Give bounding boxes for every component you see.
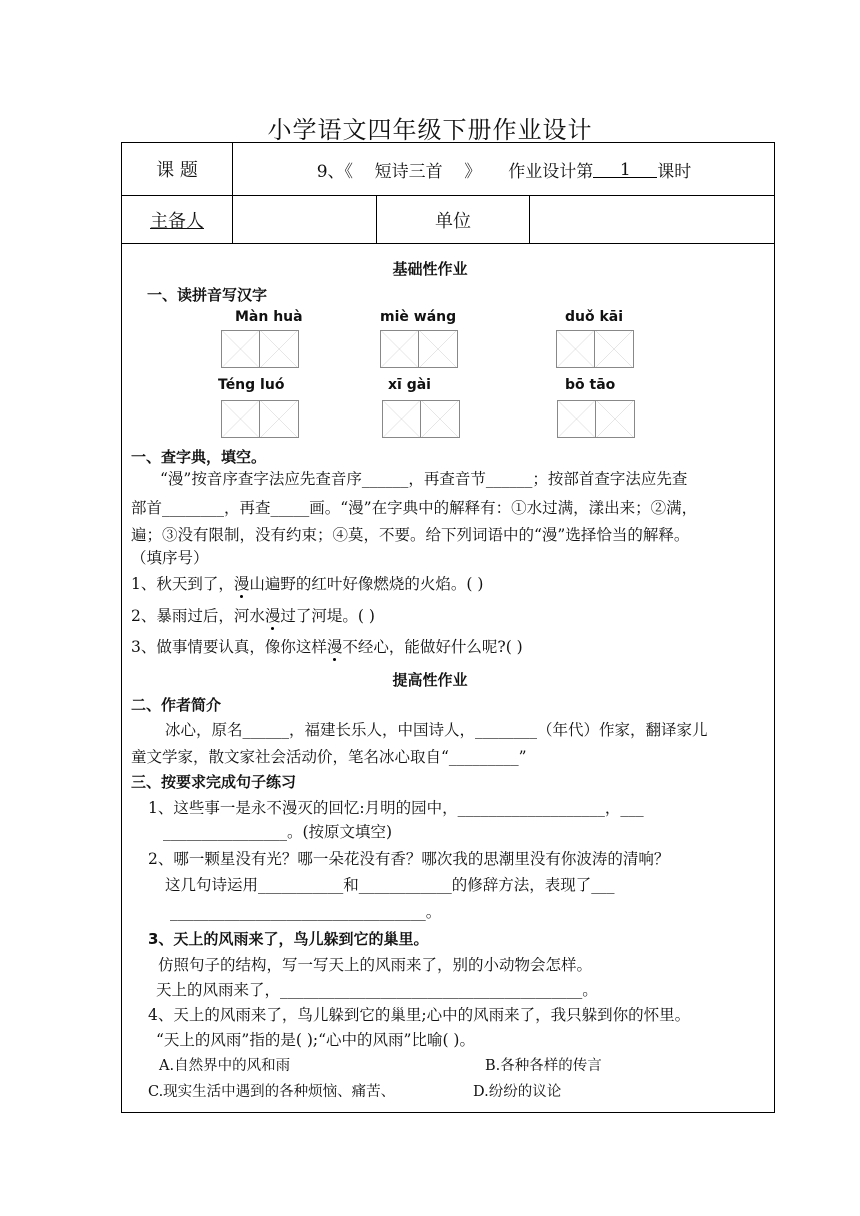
sentence-line: 仿照句子的结构，写一写天上的风雨来了，别的小动物会怎样。 <box>158 956 593 974</box>
q-text: 山遍野的红叶好像燃烧的火焰。( ) <box>249 575 484 593</box>
writing-grid[interactable] <box>382 400 460 438</box>
unit-value[interactable] <box>530 196 775 243</box>
sentence-line: 天上的风雨来了，_______________________________________。 <box>156 981 598 999</box>
pinyin-label: duǒ kāi <box>565 309 624 325</box>
sentence-line: 1、这些事一是永不漫灭的回忆:月明的园中，___________________，___ <box>148 799 644 817</box>
option-d[interactable]: D.纷纷的议论 <box>473 1084 562 1100</box>
topic-suffix: 课时 <box>657 161 692 182</box>
row-divider <box>122 243 774 244</box>
section-pinyin-heading: 一、读拼音写汉字 <box>147 286 268 304</box>
option-b[interactable]: B.各种各样的传言 <box>485 1058 602 1074</box>
dotted-char: 漫 <box>264 607 281 625</box>
q-text: 3、做事情要认真，像你这样 <box>131 638 327 656</box>
writing-grid[interactable] <box>556 330 634 368</box>
option-a[interactable]: A.自然界中的风和雨 <box>159 1058 291 1074</box>
topic-title: 9、《 短诗三首 》 作业设计第 <box>316 161 594 182</box>
advanced-heading: 提高性作业 <box>392 671 468 689</box>
preparer-label: 主备人 <box>150 210 204 232</box>
author-line: 童文学家，散文家社会活动价，笔名冰心取自“_________” <box>131 748 527 766</box>
section-sentence-heading: 三、按要求完成句子练习 <box>131 773 297 791</box>
sentence-line: ________________。(按原文填空) <box>163 823 393 841</box>
topic-label: 课 题 <box>156 160 198 181</box>
sentence-example: 3、天上的风雨来了，鸟儿躲到它的巢里。 <box>148 930 429 948</box>
dotted-char: 漫 <box>233 575 250 593</box>
sentence-line: 这几句诗运用___________和____________的修辞方法，表现了___ <box>165 876 615 894</box>
q-text: 不经心，能做好什么呢?( ) <box>342 638 523 656</box>
writing-grid[interactable] <box>221 400 299 438</box>
basic-heading: 基础性作业 <box>392 260 468 278</box>
question-item <box>131 635 523 659</box>
dictionary-line: 部首________，再查_____画。“漫”在字典中的解释有：①水过满，漾出来；②满， <box>131 499 698 517</box>
q-text: 2、暴雨过后，河水 <box>131 607 265 625</box>
pinyin-label: miè wáng <box>380 309 457 325</box>
writing-grid[interactable] <box>221 330 299 368</box>
preparer-value[interactable] <box>233 196 376 243</box>
question-item <box>131 604 375 628</box>
document-title: 小学语文四年级下册作业设计 <box>267 116 593 144</box>
topic-value <box>233 143 775 195</box>
section-author-heading: 二、作者简介 <box>131 696 222 714</box>
sentence-line: “天上的风雨”指的是( );“心中的风雨”比喻( )。 <box>156 1031 475 1049</box>
q-text: 过了河堤。( ) <box>280 607 375 625</box>
dotted-char: 漫 <box>326 638 343 656</box>
dictionary-line: （填序号） <box>131 549 209 567</box>
sentence-line: _________________________________。 <box>170 903 442 921</box>
section-dictionary-heading: 一、查字典，填空。 <box>131 448 267 466</box>
sentence-line: 2、哪一颗星没有光？哪一朵花没有香？哪次我的思潮里没有你波涛的清响？ <box>148 850 670 868</box>
pinyin-label: Téng luó <box>218 377 285 393</box>
pinyin-label: Màn huà <box>235 309 303 325</box>
author-line: 冰心，原名______，福建长乐人，中国诗人，________（年代）作家，翻译家儿 <box>165 721 708 739</box>
writing-grid[interactable] <box>557 400 635 438</box>
question-item <box>131 572 483 596</box>
pinyin-label: bō tāo <box>565 377 616 393</box>
writing-grid[interactable] <box>380 330 458 368</box>
option-c[interactable]: C.现实生活中遇到的各种烦恼、痛苦、 <box>148 1084 396 1100</box>
pinyin-label: xī gài <box>388 377 431 393</box>
dictionary-line: 遍；③没有限制，没有约束；④莫，不要。给下列词语中的“漫”选择恰当的解释。 <box>131 526 690 544</box>
q-text: 1、秋天到了， <box>131 575 234 593</box>
unit-label: 单位 <box>435 210 471 232</box>
lesson-number: 1 <box>593 160 657 179</box>
dictionary-line: “漫”按音序查字法应先查音序______，再查音节______；按部首查字法应先查 <box>160 470 688 488</box>
sentence-line: 4、天上的风雨来了，鸟儿躲到它的巢里;心中的风雨来了，我只躲到你的怀里。 <box>148 1006 691 1024</box>
